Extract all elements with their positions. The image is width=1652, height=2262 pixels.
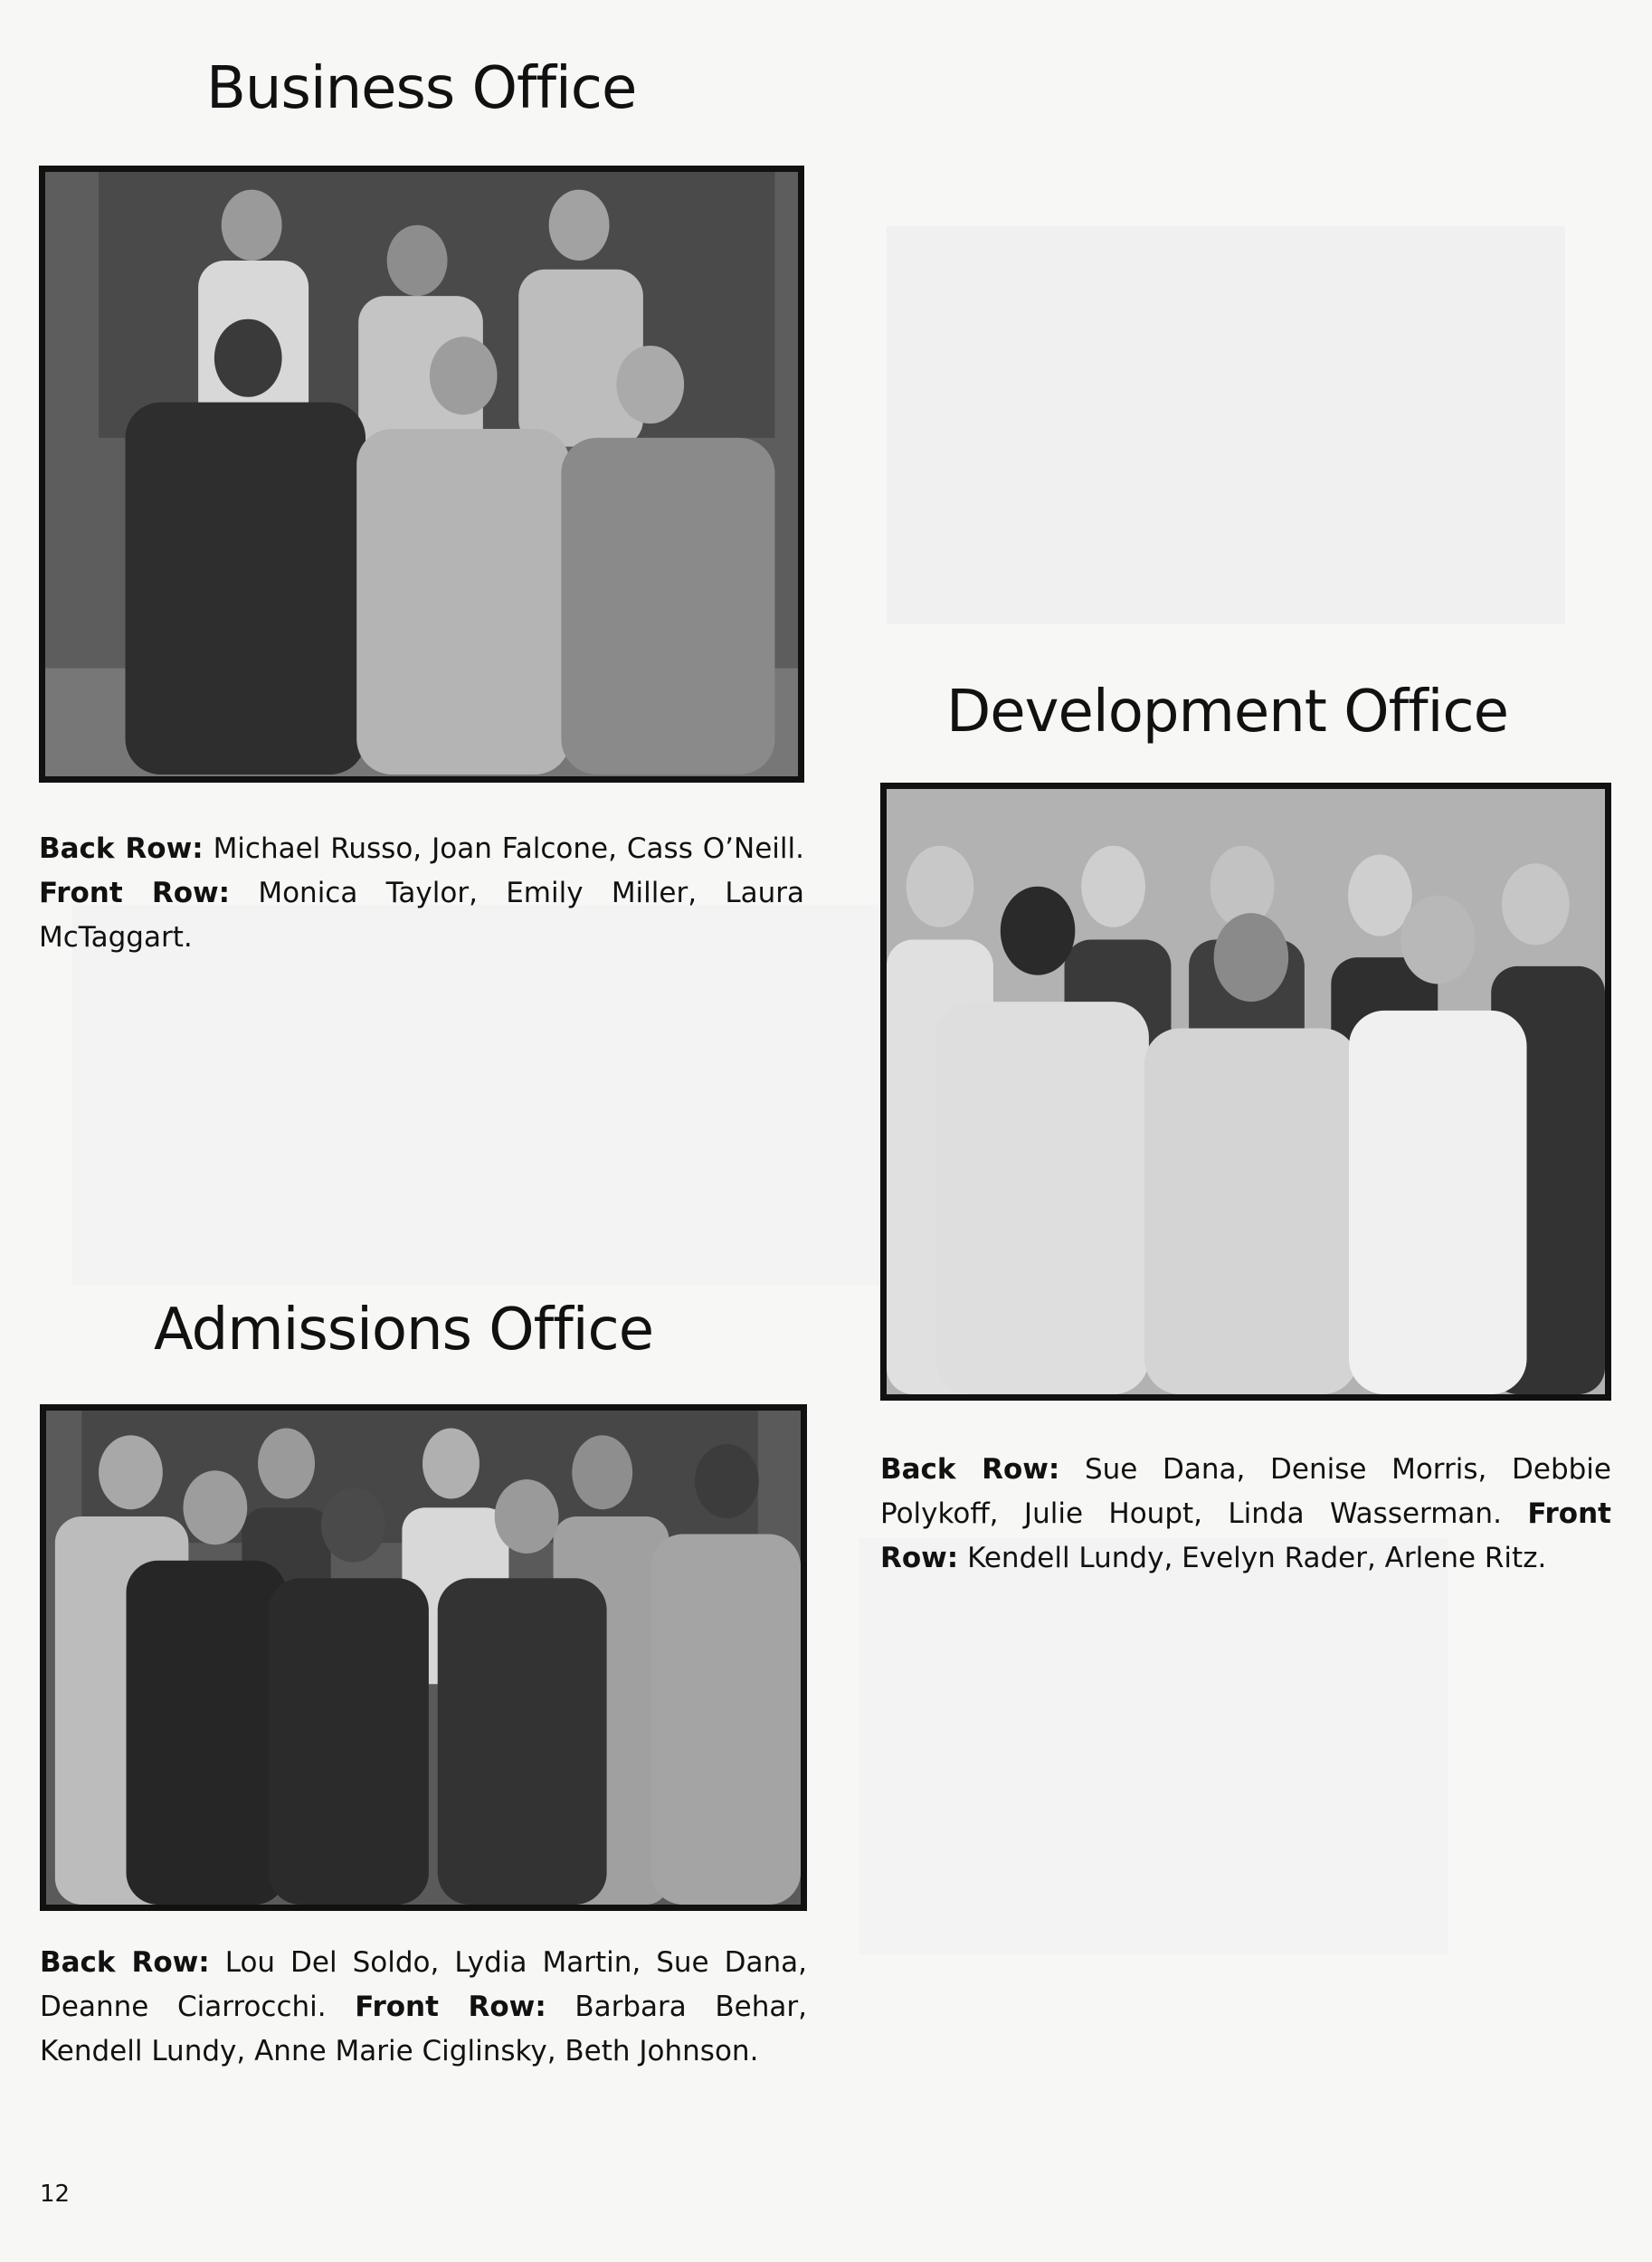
page-number: 12 [40, 2181, 71, 2208]
photo-business-office [39, 166, 804, 783]
front-row-names: Monica Taylor, Emily Miller, Laura McTaggart. [39, 877, 804, 954]
back-row-label: Back Row: [880, 1453, 1060, 1486]
section-title-business: Business Office [206, 55, 637, 122]
photo-development-office [880, 783, 1611, 1401]
front-row-label: Front Row: [880, 1497, 1611, 1574]
section-title-admissions: Admissions Office [154, 1297, 654, 1364]
front-row-label: Front Row: [355, 1991, 546, 2023]
photo-admissions-office [40, 1404, 807, 1911]
back-row-label: Back Row: [40, 1946, 210, 1979]
group-portrait-image [887, 789, 1605, 1394]
back-row-names: Michael Russo, Joan Falcone, Cass O’Neill. [203, 832, 804, 865]
group-portrait-image [45, 172, 798, 776]
group-portrait-image [46, 1411, 801, 1905]
bleed-through-block [72, 905, 977, 1285]
back-row-label: Back Row: [39, 832, 204, 865]
bleed-through-block [887, 226, 1565, 624]
caption-development-office [880, 1448, 1611, 1581]
back-row-names: Sue Dana, Denise Morris, Debbie Polykoff, Julie Houpt, Linda Wasserman. [880, 1453, 1611, 1530]
caption-admissions-office [40, 1941, 807, 2074]
caption-business-office [39, 827, 804, 960]
section-title-development: Development Office [946, 679, 1508, 746]
front-row-names: Barbara Behar, Kendell Lundy, Anne Marie Ciglinsky, Beth Johnson. [40, 1991, 807, 2067]
front-row-names: Kendell Lundy, Evelyn Rader, Arlene Ritz. [958, 1542, 1547, 1574]
front-row-label: Front Row: [39, 877, 231, 909]
back-row-names: Lou Del Soldo, Lydia Martin, Sue Dana, Deanne Ciarrocchi. [40, 1946, 807, 2023]
bleed-through-block [859, 1538, 1448, 1954]
